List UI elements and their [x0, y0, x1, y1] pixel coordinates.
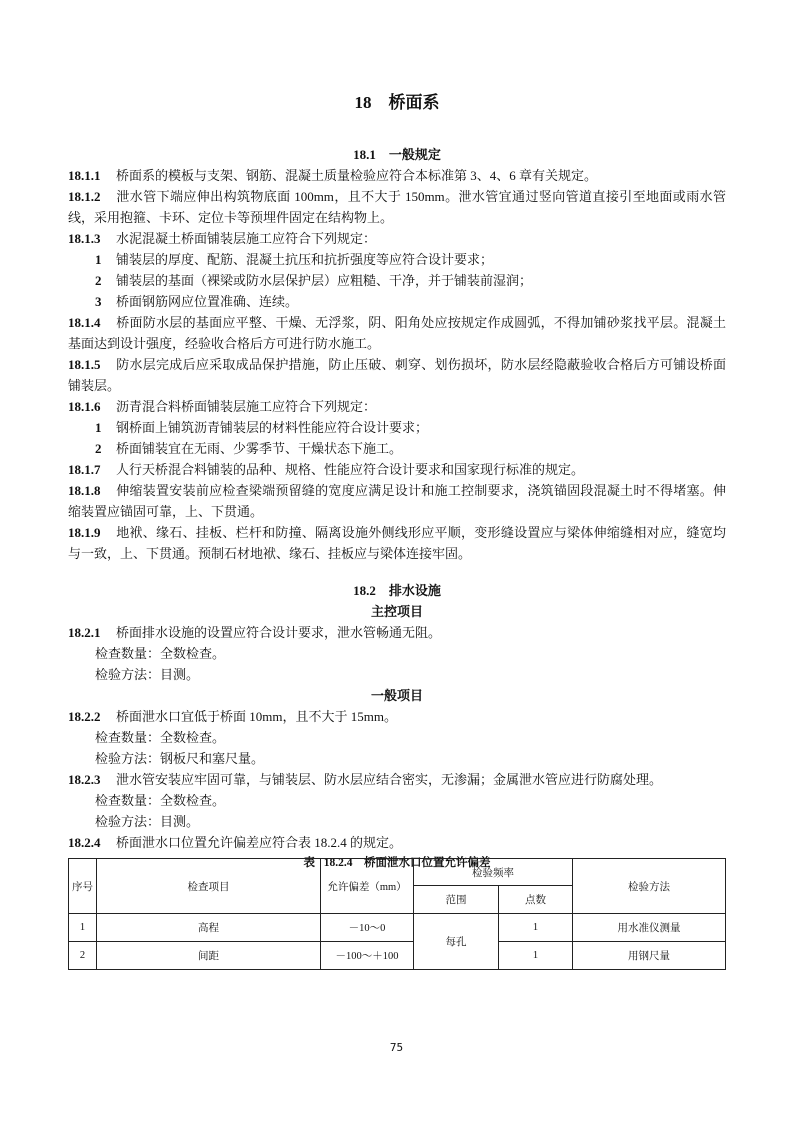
- cell-range: 每孔: [414, 914, 499, 970]
- clause-number: 18.1.3: [68, 231, 101, 246]
- clause-continuation: [68, 501, 726, 522]
- list-item-text: 铺装层的基面（裸梁或防水层保护层）应粗糙、干净，并于铺装前湿润；: [116, 273, 533, 288]
- clause-text: 防水层完成后应采取成品保护措施，防止压破、刺穿、划伤损坏，防水层经隐蔽验收合格后方可铺设桥面: [116, 357, 726, 372]
- clause-text: 桥面系的模板与支架、钢筋、混凝土质量检验应符合本标准第 3、4、6 章有关规定。: [116, 168, 598, 183]
- clause-text: 地袱、缘石、挂板、栏杆和防撞、隔离设施外侧线形应平顺，变形缝设置应与梁体伸缩缝相对应，缝宽均: [116, 525, 726, 540]
- clause: [68, 165, 726, 186]
- inspection-line: 检验方法：钢板尺和塞尺量。: [95, 751, 265, 766]
- list-item-text: 桥面铺装宜在无雨、少雾季节、干燥状态下施工。: [116, 441, 403, 456]
- clause-text: 基面达到设计强度，经验收合格后方可进行防水施工。: [68, 336, 381, 351]
- list-item-number: 1: [95, 252, 102, 267]
- clause: [68, 480, 726, 501]
- cell-tolerance: －10～0: [321, 914, 414, 942]
- clause: [68, 228, 726, 249]
- header-method: 检验方法: [573, 859, 726, 914]
- clause-number: 18.1.7: [68, 462, 101, 477]
- clause-continuation: [68, 333, 726, 354]
- list-item: [68, 438, 726, 459]
- header-tolerance: 允许偏差（mm）: [321, 859, 414, 914]
- cell-method: 用水准仪测量: [573, 914, 726, 942]
- list-item-text: 钢桥面上铺筑沥青铺装层的材料性能应符合设计要求；: [116, 420, 429, 435]
- clause-text: 桥面排水设施的设置应符合设计要求，泄水管畅通无阻。: [116, 625, 442, 640]
- clause-number: 18.1.2: [68, 189, 101, 204]
- clause: [68, 459, 726, 480]
- table-row: [69, 914, 726, 942]
- table-row: [69, 942, 726, 970]
- clause: [68, 622, 726, 643]
- inspection-line: 检查数量：全数检查。: [95, 730, 226, 745]
- section-heading: 主控项目: [370, 604, 423, 619]
- inspection-line: 检查数量：全数检查。: [95, 646, 226, 661]
- header-points: 点数: [499, 886, 573, 914]
- cell-tolerance: －100～＋100: [321, 942, 414, 970]
- clause-text: 线，采用抱箍、卡环、定位卡等预埋件固定在结构物上。: [68, 210, 394, 225]
- inspection-line: 检验方法：目测。: [95, 814, 200, 829]
- clause: [68, 312, 726, 333]
- clause: [68, 769, 726, 790]
- clause-text: 伸缩装置安装前应检查梁端预留缝的宽度应满足设计和施工控制要求，浇筑锚固段混凝土时不得堵塞。伸: [116, 483, 726, 498]
- list-item-text: 桥面钢筋网应位置准确、连续。: [116, 294, 299, 309]
- clause-number: 18.1.6: [68, 399, 101, 414]
- list-item-number: 2: [95, 441, 102, 456]
- header-item: 检查项目: [97, 859, 321, 914]
- list-item: [68, 291, 726, 312]
- clause-text: 铺装层。: [68, 378, 121, 393]
- clause-continuation: [68, 375, 726, 396]
- clause-text: 人行天桥混合料铺装的品种、规格、性能应符合设计要求和国家现行标准的规定。: [116, 462, 585, 477]
- clause-text: 桥面防水层的基面应平整、干燥、无浮浆，阴、阳角处应按规定作成圆弧，不得加铺砂浆找平层。混凝土: [116, 315, 726, 330]
- clause-continuation: [68, 543, 726, 564]
- document-body: [68, 92, 726, 873]
- clause-text: 泄水管安装应牢固可靠，与铺装层、防水层应结合密实，无渗漏；金属泄水管应进行防腐处理。: [116, 772, 663, 787]
- clause-text: 缩装置应锚固可靠，上、下贯通。: [68, 504, 264, 519]
- clause-number: 18.1.1: [68, 168, 101, 183]
- clause: [68, 186, 726, 207]
- clause-number: 18.1.4: [68, 315, 101, 330]
- list-item-number: 2: [95, 273, 102, 288]
- clause: [68, 522, 726, 543]
- cell-item: 间距: [97, 942, 321, 970]
- cell-no: 2: [69, 942, 97, 970]
- section-heading: 一般项目: [370, 688, 423, 703]
- table-caption: 表 18.2.4 桥面泄水口位置允许偏差: [303, 857, 491, 869]
- tolerance-table: [68, 858, 726, 970]
- clause: [68, 832, 726, 853]
- page-number: 75: [389, 1041, 404, 1054]
- clause-text: 桥面泄水口位置允许偏差应符合表 18.2.4 的规定。: [116, 835, 403, 850]
- clause-text: 桥面泄水口宜低于桥面 10mm，且不大于 15mm。: [116, 709, 397, 724]
- cell-points: 1: [499, 914, 573, 942]
- clause-text: 与一致，上、下贯通。预制石材地袱、缘石、挂板应与梁体连接牢固。: [68, 546, 472, 561]
- list-item-text: 铺装层的厚度、配筋、混凝土抗压和抗折强度等应符合设计要求；: [116, 252, 494, 267]
- list-item: [68, 417, 726, 438]
- cell-no: 1: [69, 914, 97, 942]
- cell-item: 高程: [97, 914, 321, 942]
- clause: [68, 354, 726, 375]
- list-item-number: 1: [95, 420, 102, 435]
- clause-number: 18.1.5: [68, 357, 101, 372]
- cell-method: 用钢尺量: [573, 942, 726, 970]
- list-item-number: 3: [95, 294, 102, 309]
- clause-text: 水泥混凝土桥面铺装层施工应符合下列规定：: [116, 231, 377, 246]
- clause: [68, 706, 726, 727]
- header-frequency: 检验频率: [414, 859, 573, 886]
- clause-number: 18.2.1: [68, 625, 101, 640]
- clause-number: 18.2.4: [68, 835, 101, 850]
- inspection-line: 检验方法：目测。: [95, 667, 200, 682]
- clause-number: 18.1.8: [68, 483, 101, 498]
- clause-number: 18.1.9: [68, 525, 101, 540]
- clause-number: 18.2.3: [68, 772, 101, 787]
- clause: [68, 396, 726, 417]
- clause-text: 泄水管下端应伸出构筑物底面 100mm，且不大于 150mm。泄水管宜通过竖向管道直接引至地面或雨水管: [116, 189, 726, 204]
- clause-continuation: [68, 207, 726, 228]
- section-heading: 18.2 排水设施: [353, 583, 441, 598]
- header-no: 序号: [69, 859, 97, 914]
- chapter-title: 18 桥面系: [354, 93, 440, 112]
- list-item: [68, 270, 726, 291]
- inspection-line: 检查数量：全数检查。: [95, 793, 226, 808]
- section-heading: 18.1 一般规定: [353, 147, 441, 162]
- clause-text: 沥青混合料桥面铺装层施工应符合下列规定：: [116, 399, 377, 414]
- cell-points: 1: [499, 942, 573, 970]
- clause-number: 18.2.2: [68, 709, 101, 724]
- list-item: [68, 249, 726, 270]
- header-range: 范围: [414, 886, 499, 914]
